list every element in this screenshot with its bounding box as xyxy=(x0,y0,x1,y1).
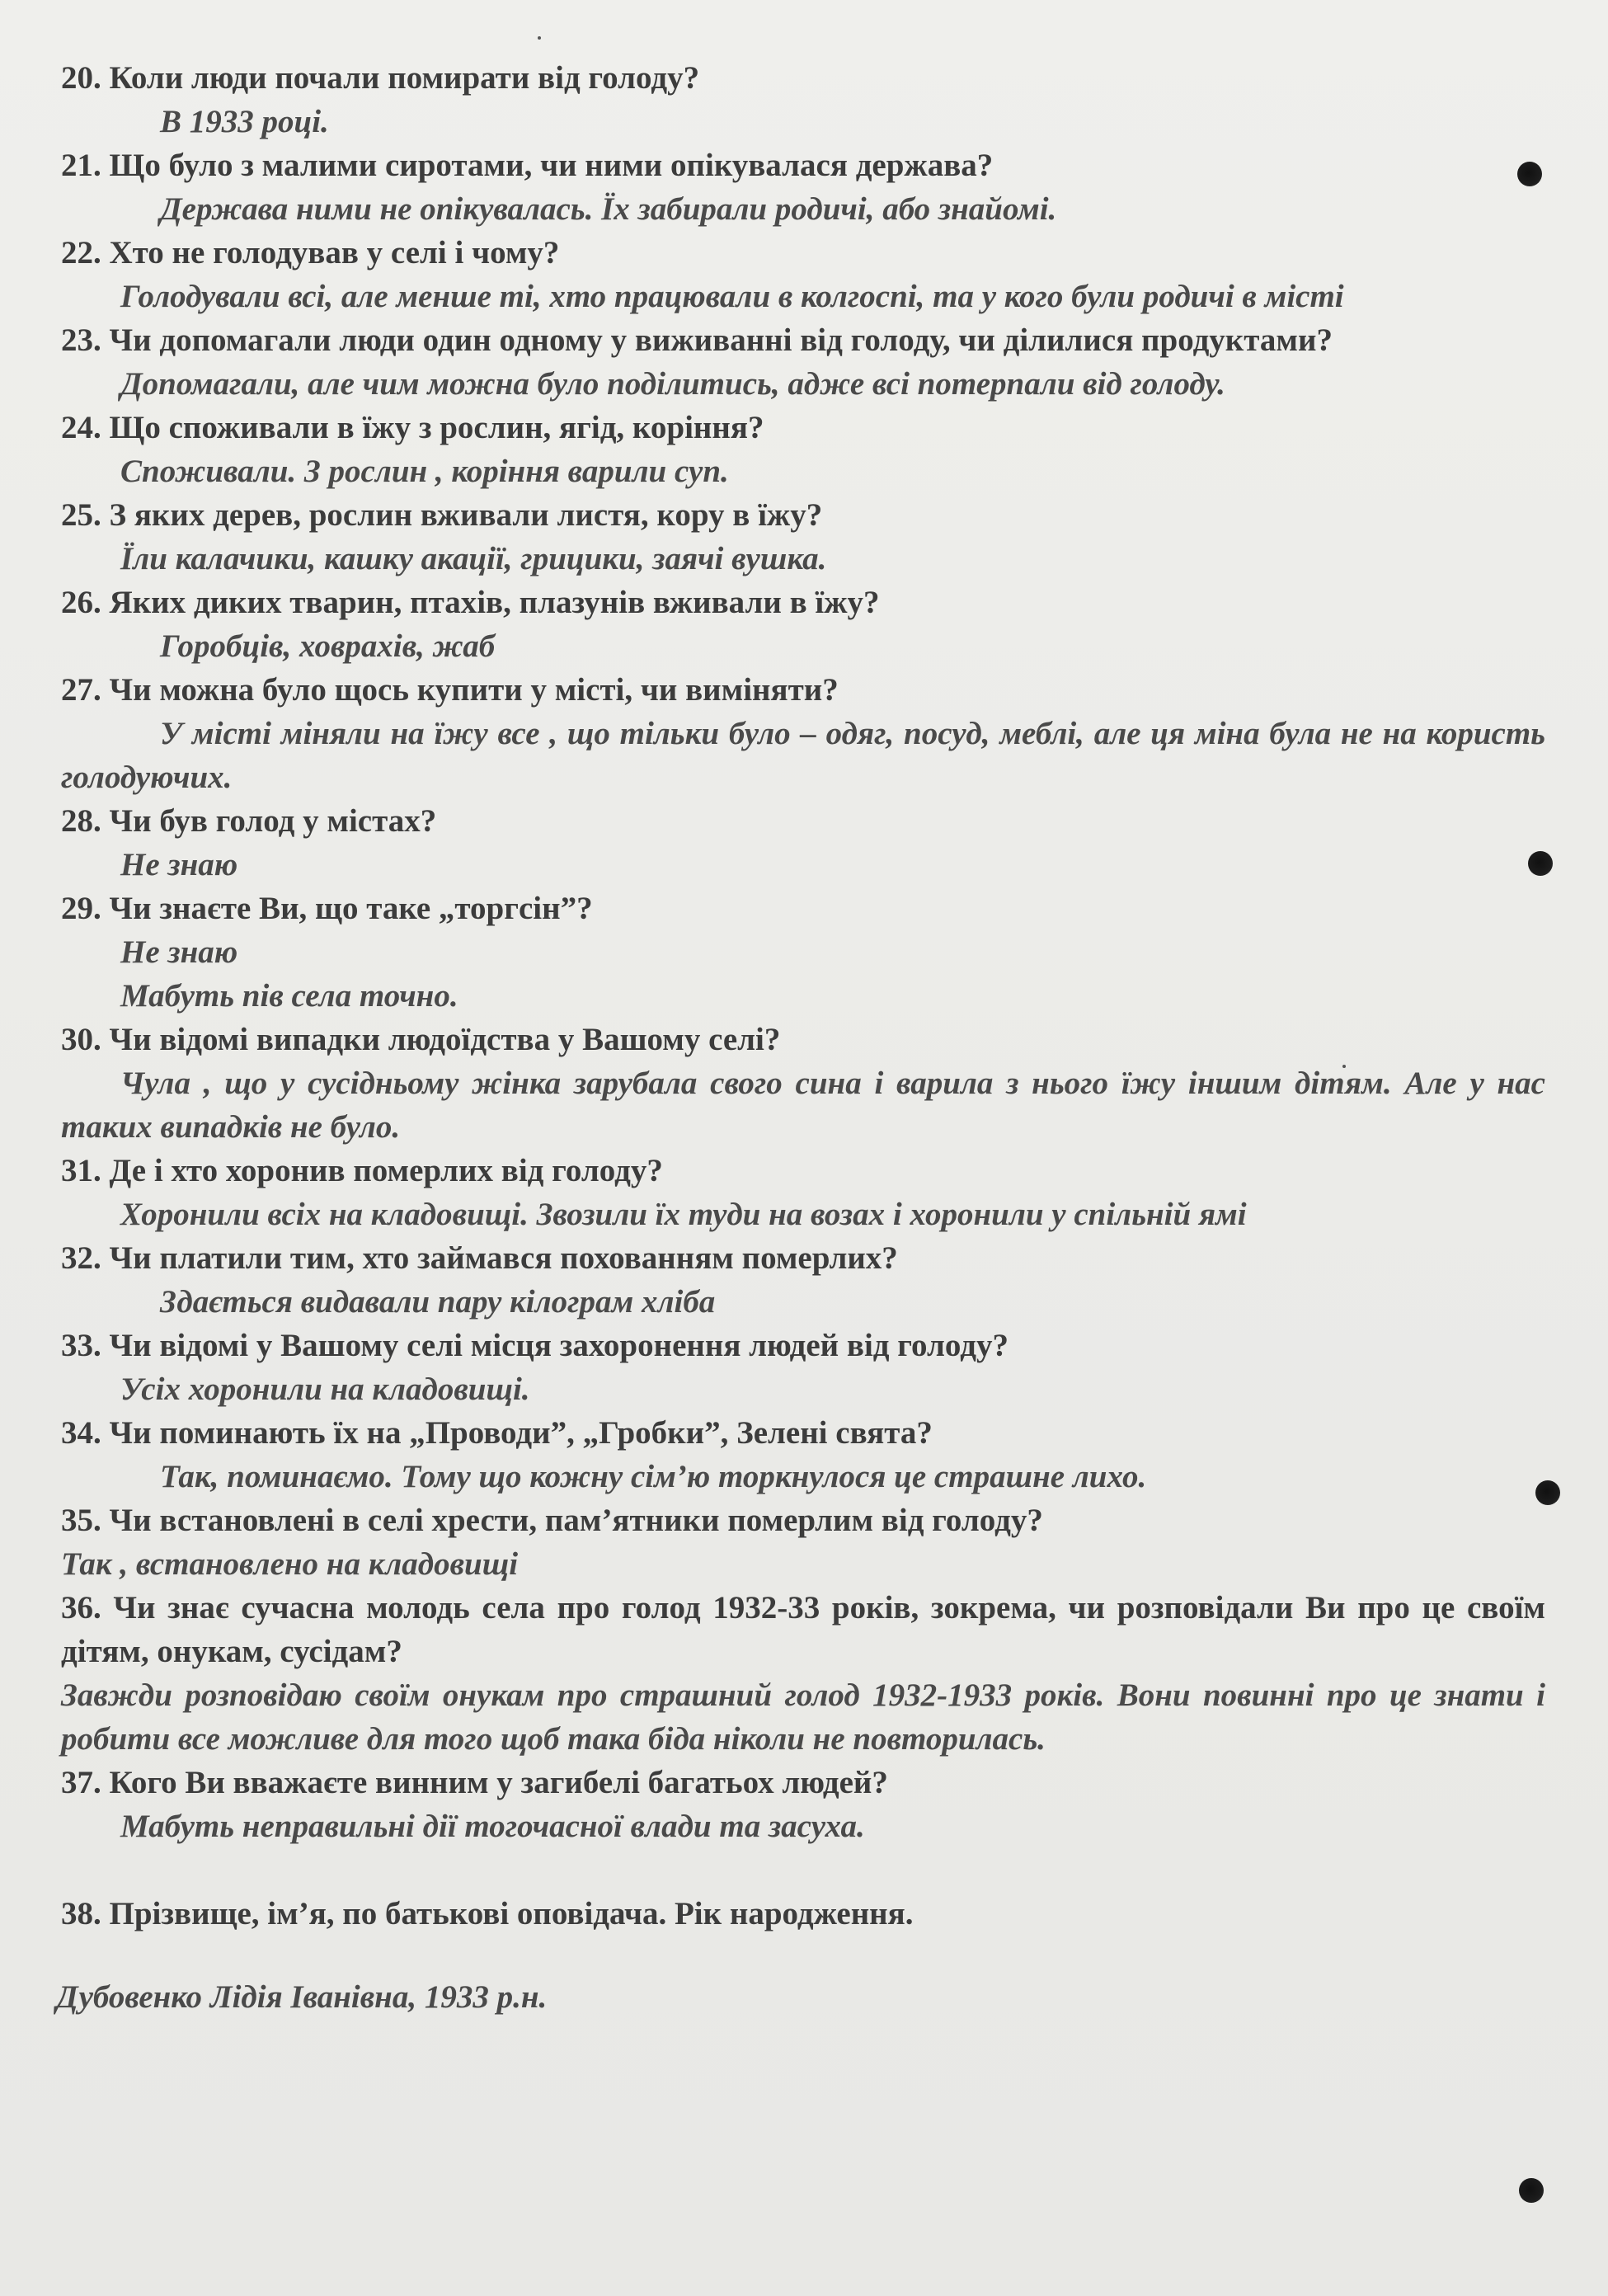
qa-item-30 xyxy=(61,1018,1545,1149)
answer-text: Голодували всі, але менше ті, хто працювали в колгоспі, та у кого були родичі в місті xyxy=(120,279,1344,314)
question-text: 32. Чи платили тим, хто займався похованням померлих? xyxy=(61,1240,898,1276)
answer-text: У місті міняли на їжу все , що тільки було – одяг, посуд, меблі, але ця міна була не на користь голодуючих. xyxy=(61,716,1545,795)
qa-item-21 xyxy=(61,144,1545,231)
answer-text: Не знаю xyxy=(120,934,238,970)
question-text: 28. Чи був голод у містах? xyxy=(61,803,437,839)
punch-hole-4 xyxy=(1519,2178,1544,2203)
answer-text: В 1933 році. xyxy=(160,104,329,139)
questionnaire xyxy=(56,56,1545,2019)
answer-text: Горобців, ховрахів, жаб xyxy=(160,628,496,664)
qa-item-29 xyxy=(61,887,1545,1018)
question-text: 23. Чи допомагали люди один одному у виживанні від голоду, чи ділилися продуктами? xyxy=(61,322,1333,358)
answer-text: Не знаю xyxy=(120,847,238,882)
answer-text: Допомагали, але чим можна було поділитись, адже всі потерпали від голоду. xyxy=(120,366,1225,402)
qa-item-33 xyxy=(61,1324,1545,1411)
qa-item-22 xyxy=(61,231,1545,318)
qa-item-35 xyxy=(61,1499,1545,1586)
qa-item-28 xyxy=(61,799,1545,887)
answer-text: Так, поминаємо. Тому що кожну сім’ю торкнулося це страшне лихо. xyxy=(160,1459,1147,1494)
question-text: 21. Що було з малими сиротами, чи ними опікувалася держава? xyxy=(61,148,994,183)
answer-text: Мабуть пів села точно. xyxy=(120,978,458,1014)
answer-text: Чула , що у сусідньому жінка зарубала свого сина і варила з нього їжу іншим дітям. Але у нас таких випадків не було. xyxy=(61,1066,1545,1145)
question-text: 36. Чи знає сучасна молодь села про голод 1932-33 років, зокрема, чи розповідали Ви про це своїм дітям, онукам, сусідам? xyxy=(61,1590,1545,1669)
answer-text: Їли калачики, кашку акації, грицики, заячі вушка. xyxy=(120,541,827,576)
question-text: 22. Хто не голодував у селі і чому? xyxy=(61,235,560,271)
answer-text: Споживали. З рослин , коріння варили суп. xyxy=(120,454,729,489)
qa-item-31 xyxy=(61,1149,1545,1236)
question-text: 37. Кого Ви вважаєте винним у загибелі багатьох людей? xyxy=(61,1765,888,1800)
question-text: 30. Чи відомі випадки людоїдства у Вашому селі? xyxy=(61,1022,781,1057)
question-text: 35. Чи встановлені в селі хрести, пам’ятники померлим від голоду? xyxy=(61,1503,1043,1538)
narrator-signature: Дубовенко Лідія Іванівна, 1933 р.н. xyxy=(56,1979,548,2015)
qa-item-37 xyxy=(61,1761,1545,1848)
answer-text: Завжди розповідаю своїм онукам про страшний голод 1932-1933 років. Вони повинні про це знати і робити все можливе для того щоб така біда ніколи не повторилась. xyxy=(61,1677,1545,1757)
qa-item-36 xyxy=(61,1586,1545,1761)
spacer xyxy=(61,1936,1545,1975)
answer-text: Мабуть неправильні дії тогочасної влади та засуха. xyxy=(120,1809,865,1844)
final-question: 38. Прізвище, ім’я, по батькові оповідача. Рік народження. xyxy=(61,1896,914,1931)
qa-item-25 xyxy=(61,493,1545,581)
question-text: 27. Чи можна було щось купити у місті, чи виміняти? xyxy=(61,672,839,708)
qa-item-34 xyxy=(61,1411,1545,1499)
spacer xyxy=(61,1848,1545,1892)
question-text: 29. Чи знаєте Ви, що таке „торгсін”? xyxy=(61,891,593,926)
qa-item-20 xyxy=(61,56,1545,144)
answer-text: Так , встановлено на кладовищі xyxy=(61,1546,519,1582)
question-text: 31. Де і хто хоронив померлих від голоду? xyxy=(61,1153,663,1188)
answer-text: Хоронили всіх на кладовищі. Звозили їх туди на возах і хоронили у спільній ямі xyxy=(120,1197,1247,1232)
question-text: 24. Що споживали в їжу з рослин, ягід, коріння? xyxy=(61,410,764,445)
qa-item-26 xyxy=(61,581,1545,668)
question-text: 26. Яких диких тварин, птахів, плазунів вживали в їжу? xyxy=(61,585,880,620)
paper-speck xyxy=(538,36,541,40)
qa-item-24 xyxy=(61,406,1545,493)
qa-item-27 xyxy=(61,668,1545,799)
answer-text: Здається видавали пару кілограм хліба xyxy=(160,1284,716,1320)
qa-item-32 xyxy=(61,1236,1545,1324)
question-text: 34. Чи поминають їх на „Проводи”, „Гробки”, Зелені свята? xyxy=(61,1415,933,1451)
answer-text: Усіх хоронили на кладовищі. xyxy=(120,1371,530,1407)
question-text: 25. З яких дерев, рослин вживали листя, кору в їжу? xyxy=(61,497,823,533)
answer-text: Держава ними не опікувалась. Їх забирали родичі, або знайомі. xyxy=(160,191,1057,227)
qa-item-23 xyxy=(61,318,1545,406)
question-text: 33. Чи відомі у Вашому селі місця захоронення людей від голоду? xyxy=(61,1328,1009,1363)
question-text: 20. Коли люди почали помирати від голоду? xyxy=(61,60,700,96)
